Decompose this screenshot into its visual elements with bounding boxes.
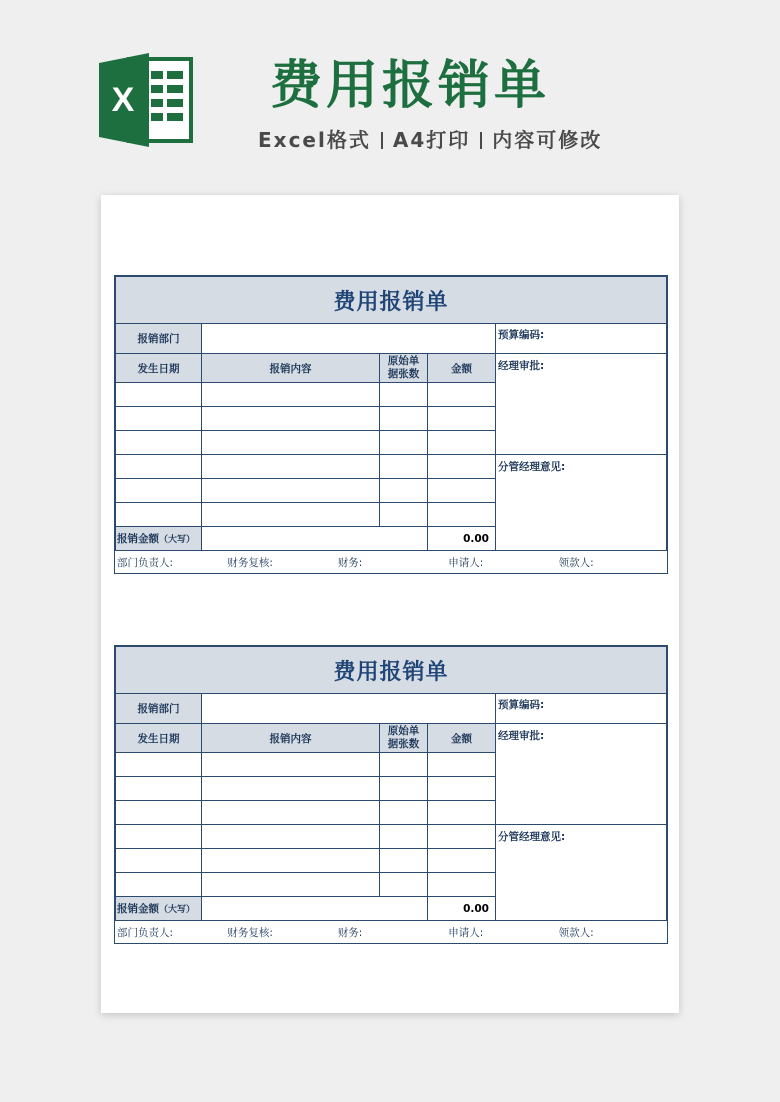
page-header [0,0,780,190]
subtitle-print: A4打印 [392,128,471,152]
date-cell[interactable] [116,873,202,897]
col-date-header: 发生日期 [116,354,202,383]
content-cell[interactable] [202,801,380,825]
date-cell[interactable] [116,479,202,503]
applicant-label: 申请人: [448,556,484,569]
total-uppercase-input[interactable] [202,527,428,551]
dept-input[interactable] [202,694,496,724]
excel-letter: X [111,81,135,119]
docs-cell[interactable] [380,431,428,455]
docs-cell[interactable] [380,383,428,407]
applicant-label: 申请人: [448,926,484,939]
docs-cell[interactable] [380,873,428,897]
docs-cell[interactable] [380,849,428,873]
amount-cell[interactable] [428,777,496,801]
col-docs-line1: 原始单 [387,725,420,737]
content-cell[interactable] [202,431,380,455]
payee-label: 领款人: [558,556,594,569]
docs-cell[interactable] [380,455,428,479]
col-content-header: 报销内容 [202,724,380,753]
date-cell[interactable] [116,825,202,849]
total-label-small: （大写） [159,535,196,545]
finance-label: 财务: [337,556,363,569]
finance-review-label: 财务复核: [227,926,273,939]
dept-label: 报销部门 [116,694,202,724]
docs-cell[interactable] [380,801,428,825]
content-cell[interactable] [202,777,380,801]
total-label-small: （大写） [159,905,196,915]
total-uppercase-input[interactable] [202,897,428,921]
amount-cell[interactable] [428,431,496,455]
subtitle-format: Excel格式 [258,128,371,152]
docs-cell[interactable] [380,479,428,503]
form-title: 费用报销单 [116,647,667,694]
content-cell[interactable] [202,825,380,849]
col-docs-line1: 原始单 [387,355,420,367]
amount-cell[interactable] [428,753,496,777]
page-subtitle [258,126,602,154]
amount-cell[interactable] [428,873,496,897]
date-cell[interactable] [116,455,202,479]
date-cell[interactable] [116,407,202,431]
content-cell[interactable] [202,753,380,777]
amount-cell[interactable] [428,503,496,527]
budget-code-label: 预算编码: [496,694,667,724]
manager-approval-cell[interactable]: 经理审批: [496,354,667,455]
content-cell[interactable] [202,503,380,527]
dept-label: 报销部门 [116,324,202,354]
budget-code-label: 预算编码: [496,324,667,354]
page-title: 费用报销单 [270,56,551,116]
expense-form-1 [114,275,668,574]
content-cell[interactable] [202,383,380,407]
content-cell[interactable] [202,407,380,431]
content-cell[interactable] [202,873,380,897]
table-row [116,825,667,849]
signature-row [115,551,667,573]
col-docs-header [380,354,428,383]
content-cell[interactable] [202,479,380,503]
expense-form-2 [114,645,668,944]
docs-cell[interactable] [380,777,428,801]
date-cell[interactable] [116,777,202,801]
col-docs-line2: 据张数 [387,738,420,750]
date-cell[interactable] [116,503,202,527]
amount-cell[interactable] [428,455,496,479]
col-docs-line2: 据张数 [387,368,420,380]
date-cell[interactable] [116,849,202,873]
col-content-header: 报销内容 [202,354,380,383]
total-label-main: 报销金额 [117,903,159,915]
content-cell[interactable] [202,455,380,479]
total-label [116,527,202,551]
signature-row [115,921,667,943]
subtitle-edit: 内容可修改 [492,128,603,152]
amount-cell[interactable] [428,849,496,873]
amount-cell[interactable] [428,825,496,849]
dept-input[interactable] [202,324,496,354]
date-cell[interactable] [116,431,202,455]
division-manager-cell[interactable]: 分管经理意见: [496,455,667,551]
col-date-header: 发生日期 [116,724,202,753]
dept-head-label: 部门负责人: [117,926,174,939]
col-amount-header: 金额 [428,724,496,753]
docs-cell[interactable] [380,825,428,849]
subtitle-separator [480,132,482,149]
form-title: 费用报销单 [116,277,667,324]
col-amount-header: 金额 [428,354,496,383]
amount-cell[interactable] [428,801,496,825]
paper-sheet [101,195,679,1013]
finance-review-label: 财务复核: [227,556,273,569]
date-cell[interactable] [116,753,202,777]
amount-cell[interactable] [428,383,496,407]
docs-cell[interactable] [380,407,428,431]
total-value: 0.00 [428,527,496,551]
dept-head-label: 部门负责人: [117,556,174,569]
table-row [116,455,667,479]
manager-approval-cell[interactable]: 经理审批: [496,724,667,825]
total-label [116,897,202,921]
amount-cell[interactable] [428,479,496,503]
total-label-main: 报销金额 [117,533,159,545]
date-cell[interactable] [116,801,202,825]
finance-label: 财务: [337,926,363,939]
division-manager-cell[interactable]: 分管经理意见: [496,825,667,921]
excel-icon [99,53,197,147]
date-cell[interactable] [116,383,202,407]
content-cell[interactable] [202,849,380,873]
payee-label: 领款人: [558,926,594,939]
subtitle-separator [381,132,383,149]
docs-cell[interactable] [380,503,428,527]
docs-cell[interactable] [380,753,428,777]
total-value: 0.00 [428,897,496,921]
col-docs-header [380,724,428,753]
amount-cell[interactable] [428,407,496,431]
